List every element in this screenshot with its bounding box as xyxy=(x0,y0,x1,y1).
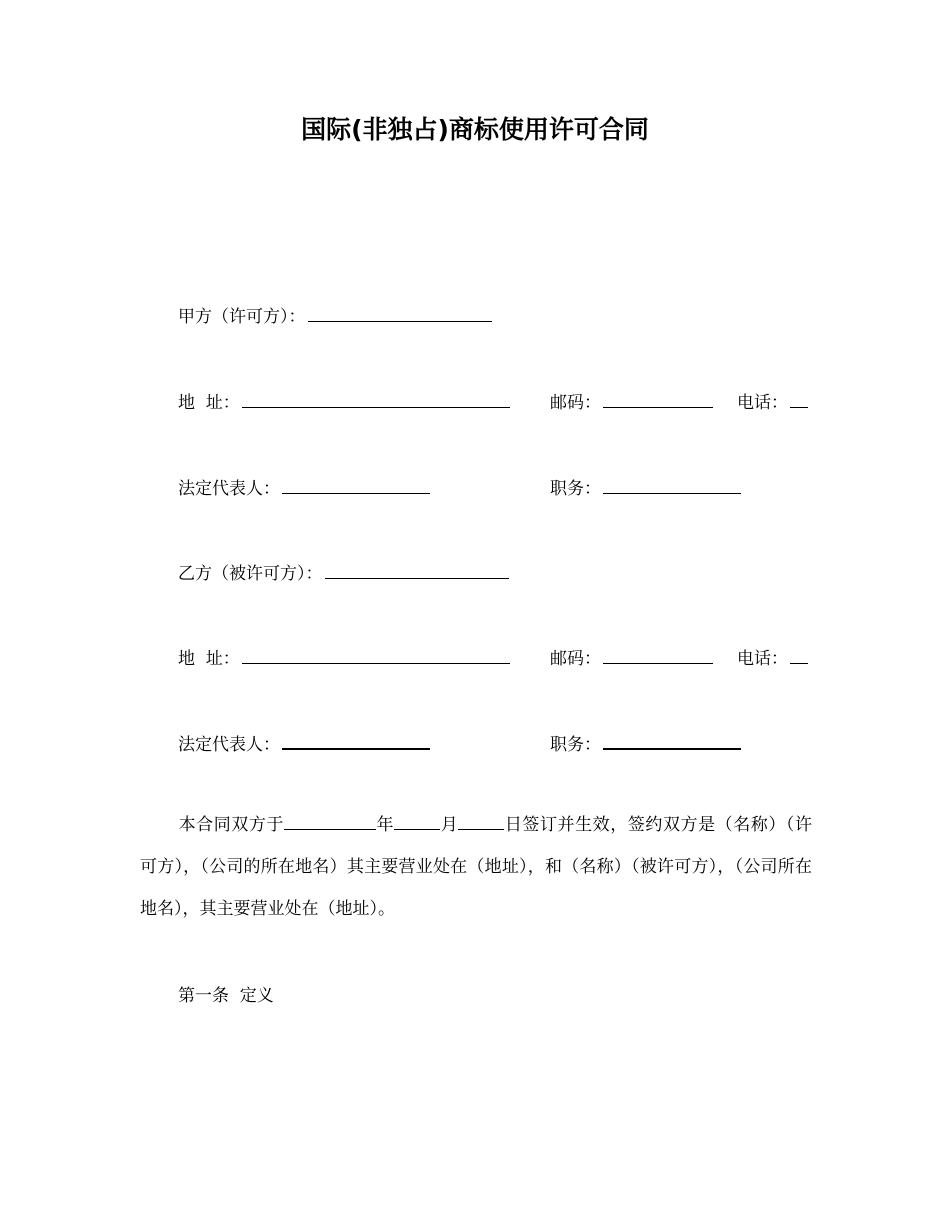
party-a-line xyxy=(178,303,492,328)
preamble-part1: 本合同双方于 xyxy=(178,815,284,835)
party-b-legal-rep-line xyxy=(178,730,430,756)
party-b-postcode-label: 邮码： xyxy=(550,649,601,669)
party-a-position-label: 职务： xyxy=(550,479,601,499)
party-a-phone-field[interactable] xyxy=(790,389,808,408)
party-b-postcode-line xyxy=(550,645,713,670)
preamble-part2: 日签订并生效，签约双方是（名称）（许可方），（公司的所在地名）其主要营业处在（地址），和（名称）（被许可方），（公司所在地名），其主要营业处在（地址）。 xyxy=(140,815,813,919)
party-b-address-label: 地 址： xyxy=(178,649,240,669)
page-title: 国际(非独占)商标使用许可合同 xyxy=(301,115,649,144)
party-a-address-label: 地 址： xyxy=(178,393,240,413)
signing-day-field[interactable] xyxy=(458,811,504,830)
signing-year-field[interactable] xyxy=(284,811,376,830)
party-b-address-line xyxy=(178,645,510,670)
party-a-legal-rep-label: 法定代表人： xyxy=(178,479,280,499)
party-b-address-field[interactable] xyxy=(242,645,510,664)
party-b-position-label: 职务： xyxy=(550,735,601,755)
party-a-postcode-label: 邮码： xyxy=(550,393,601,413)
party-a-phone-label: 电话： xyxy=(737,393,788,413)
party-b-phone-label: 电话： xyxy=(737,649,788,669)
article-1-heading: 第一条 定义 xyxy=(178,986,274,1006)
party-a-legal-rep-field[interactable] xyxy=(282,475,430,494)
party-b-position-line xyxy=(550,730,741,756)
party-b-line xyxy=(178,560,509,585)
party-b-legal-rep-label: 法定代表人： xyxy=(178,735,280,755)
party-b-label: 乙方（被许可方）： xyxy=(178,564,323,584)
preamble-month-label: 月 xyxy=(440,815,459,835)
signing-month-field[interactable] xyxy=(394,811,440,830)
party-a-address-line xyxy=(178,389,510,414)
party-b-legal-rep-field[interactable] xyxy=(282,730,430,750)
party-b-phone-line xyxy=(737,645,808,670)
party-a-label: 甲方（许可方）： xyxy=(178,307,306,327)
party-b-postcode-field[interactable] xyxy=(603,645,713,664)
party-b-position-field[interactable] xyxy=(603,730,741,750)
party-a-phone-line xyxy=(737,389,808,414)
party-a-position-field[interactable] xyxy=(603,475,741,494)
preamble-year-label: 年 xyxy=(375,815,395,835)
party-a-postcode-field[interactable] xyxy=(603,389,713,408)
party-a-position-line xyxy=(550,475,741,500)
party-a-postcode-line xyxy=(550,389,713,414)
party-b-phone-field[interactable] xyxy=(790,645,808,664)
preamble-paragraph xyxy=(140,804,812,930)
party-a-address-field[interactable] xyxy=(242,389,510,408)
party-a-name-field[interactable] xyxy=(308,303,492,322)
party-a-legal-rep-line xyxy=(178,475,430,500)
party-b-name-field[interactable] xyxy=(325,560,509,579)
